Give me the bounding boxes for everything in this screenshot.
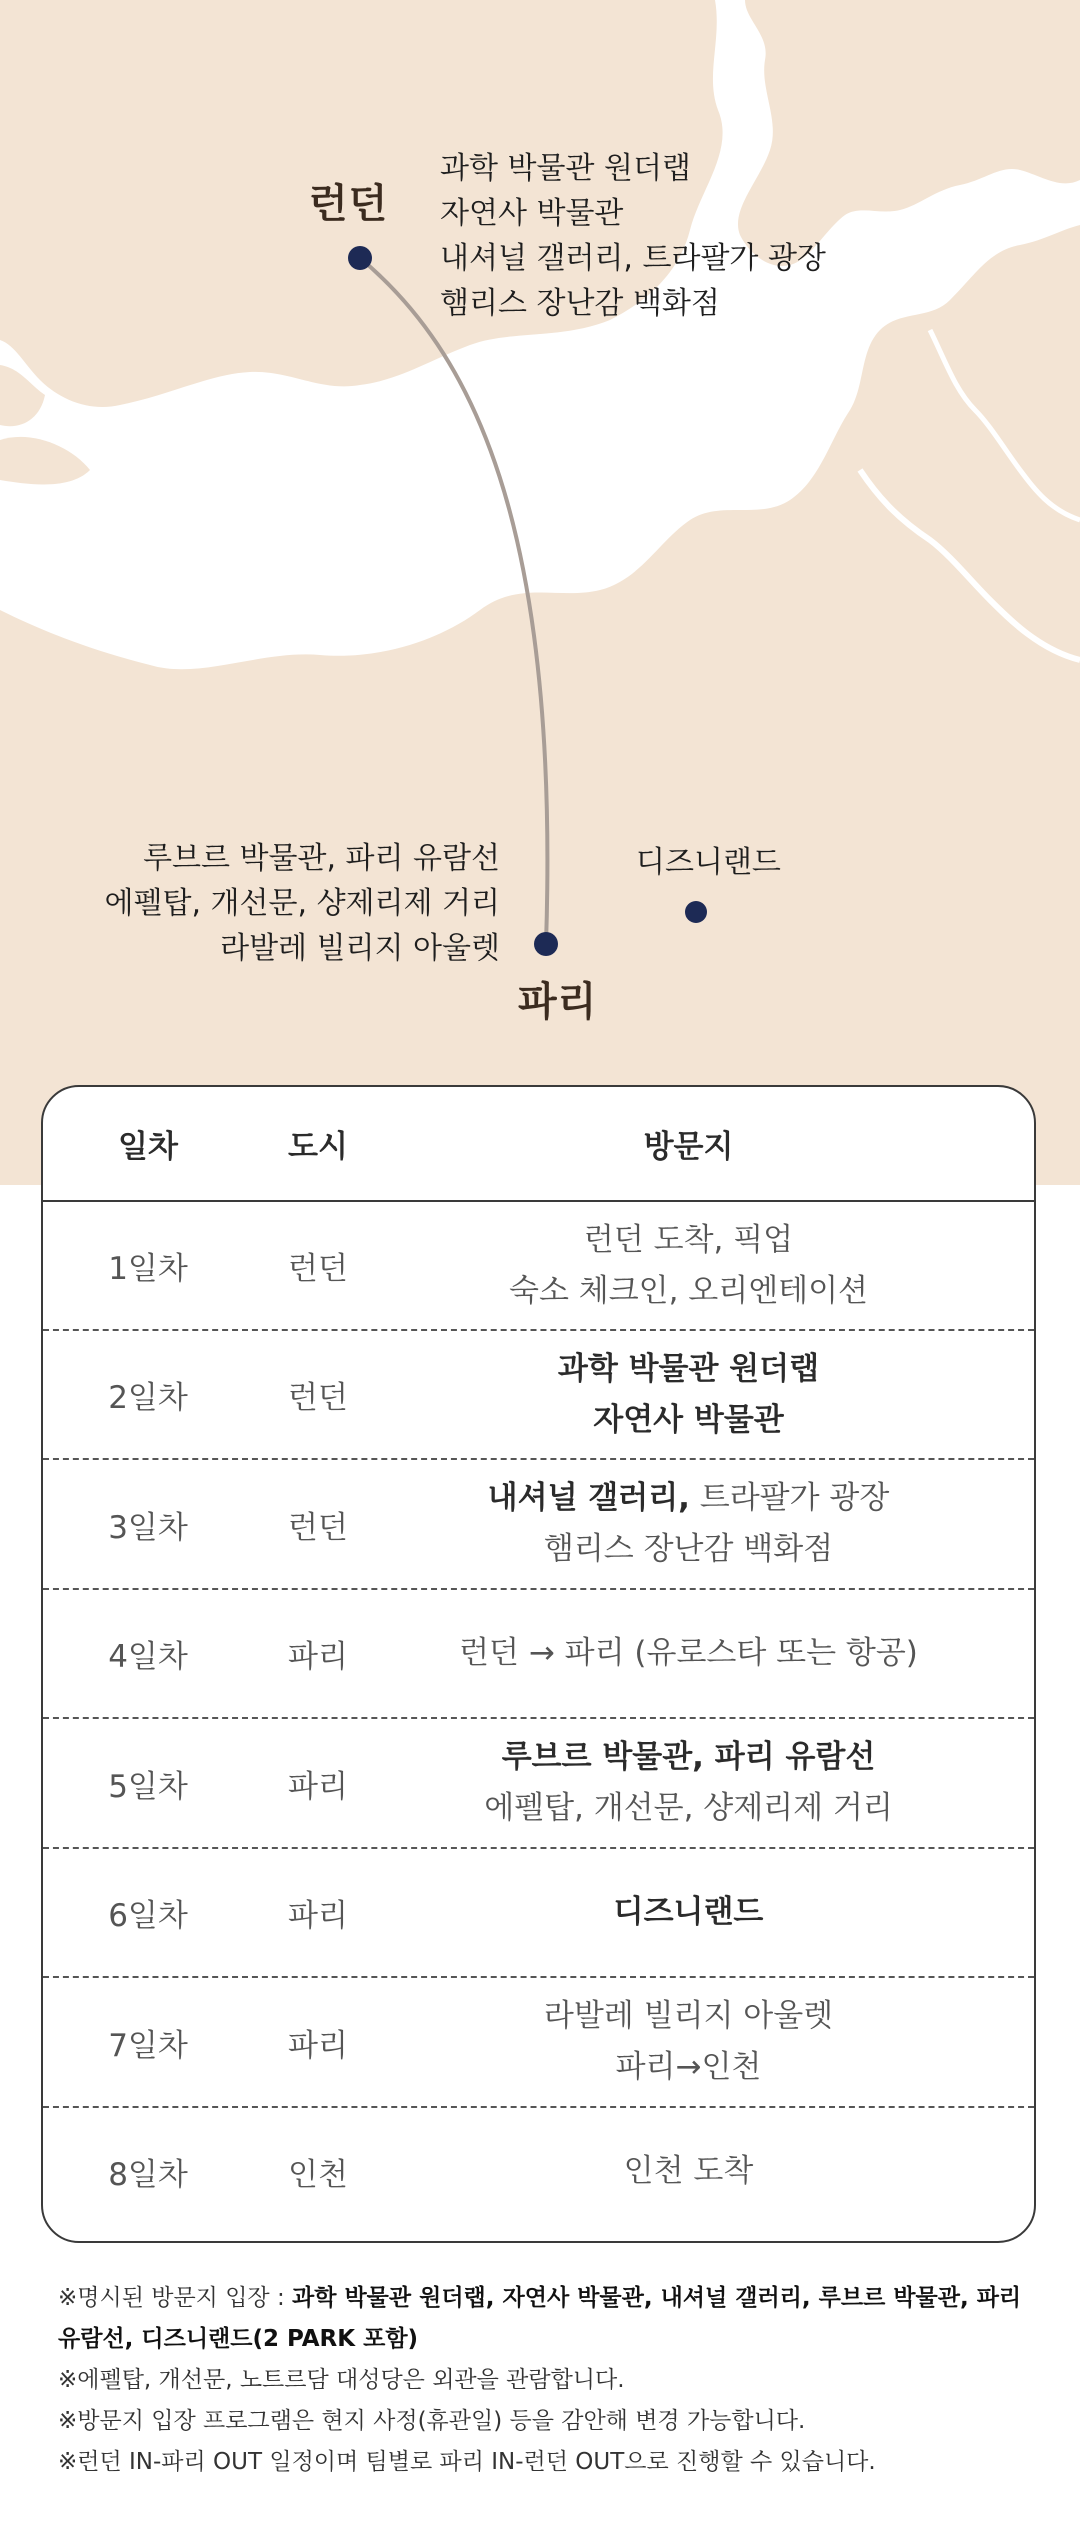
city-cell: 인천 <box>288 2157 348 2193</box>
place-text: 인천 도착 <box>623 2153 754 2189</box>
place-line <box>383 1783 994 1834</box>
london-place: 내셔널 갤러리, 트라팔가 광장 <box>440 241 826 276</box>
disneyland-label: 디즈니랜드 <box>636 845 781 880</box>
place-line <box>383 2042 994 2093</box>
city-cell: 파리 <box>288 1768 348 1805</box>
table-body <box>43 1202 1034 2235</box>
city-cell: 파리 <box>288 1898 348 1934</box>
london-place: 자연사 박물관 <box>440 196 624 231</box>
places-cell <box>383 1628 1034 1679</box>
city-cell: 런던 <box>288 1251 348 1287</box>
day-cell: 4일차 <box>108 1639 188 1675</box>
london-dot <box>348 246 372 270</box>
place-line <box>383 1395 994 1446</box>
place-line <box>383 1215 994 1266</box>
note-item <box>58 2278 1038 2360</box>
note-item <box>58 2442 1038 2483</box>
table-row <box>43 1849 1034 1978</box>
day-cell: 8일차 <box>108 2157 188 2193</box>
place-highlight: 과학 박물관 원더랩 <box>557 1350 820 1387</box>
place-highlight: 자연사 박물관 <box>593 1401 784 1438</box>
note-text: ※방문지 입장 프로그램은 현지 사정(휴관일) 등을 감안해 변경 가능합니다. <box>58 2408 806 2434</box>
city-cell: 파리 <box>288 1639 348 1675</box>
table-row <box>43 1331 1034 1460</box>
places-cell <box>383 1473 1034 1575</box>
table-row <box>43 2108 1034 2235</box>
place-line <box>383 1524 994 1575</box>
paris-place: 라발레 빌리지 아울렛 <box>220 931 500 966</box>
paris-place: 루브르 박물관, 파리 유람선 <box>143 841 500 876</box>
places-cell <box>383 1991 1034 2093</box>
place-line <box>383 1887 994 1938</box>
day-cell: 5일차 <box>108 1768 188 1805</box>
place-highlight: 디즈니랜드 <box>613 1894 764 1930</box>
place-line <box>383 1473 994 1524</box>
place-text: 런던 도착, 픽업 <box>583 1221 794 1258</box>
paris-places <box>60 836 500 971</box>
notes <box>58 2278 1038 2483</box>
note-highlight: 과학 박물관 원더랩, 자연사 박물관, 내셔널 갤러리, 루브르 박물관, 파리 유람선, 디즈니랜드(2 PARK 포함) <box>58 2285 1022 2352</box>
place-text: 파리→인천 <box>615 2049 762 2085</box>
place-text: 햄리스 장난감 백화점 <box>543 1531 834 1567</box>
places-cell <box>383 1732 1034 1834</box>
place-line <box>383 1628 994 1679</box>
day-cell: 7일차 <box>108 2027 188 2064</box>
place-line <box>383 1266 994 1317</box>
note-item <box>58 2360 1038 2401</box>
table-row <box>43 1978 1034 2108</box>
table-row <box>43 1719 1034 1849</box>
day-cell: 2일차 <box>108 1380 188 1416</box>
place-text: 에펠탑, 개선문, 샹제리제 거리 <box>484 1790 893 1826</box>
place-line <box>383 1991 994 2042</box>
london-place: 햄리스 장난감 백화점 <box>440 286 720 321</box>
place-line <box>383 1732 994 1783</box>
header-places: 방문지 <box>643 1129 734 1165</box>
day-cell: 1일차 <box>108 1251 188 1287</box>
place-highlight: 루브르 박물관, 파리 유람선 <box>501 1739 876 1775</box>
header-day: 일차 <box>118 1129 178 1165</box>
paris-dot <box>534 932 558 956</box>
note-item <box>58 2401 1038 2442</box>
place-text: 라발레 빌리지 아울렛 <box>543 1998 834 2034</box>
places-cell <box>383 1887 1034 1938</box>
disneyland-dot <box>685 901 707 923</box>
route-map <box>0 0 1080 1185</box>
place-line <box>383 1344 994 1395</box>
city-cell: 런던 <box>288 1380 348 1416</box>
schedule-table <box>41 1085 1036 2243</box>
place-line <box>383 2146 994 2197</box>
place-text: 런던 → 파리 (유로스타 또는 항공) <box>459 1635 918 1671</box>
city-cell: 파리 <box>288 2027 348 2064</box>
table-row <box>43 1202 1034 1331</box>
note-text: ※런던 IN-파리 OUT 일정이며 팀별로 파리 IN-런던 OUT으로 진행할 수 있습니다. <box>58 2449 876 2475</box>
paris-place: 에펠탑, 개선문, 샹제리제 거리 <box>104 886 500 921</box>
header-city: 도시 <box>288 1129 348 1165</box>
city-cell: 런던 <box>288 1509 348 1546</box>
table-header <box>43 1087 1034 1202</box>
places-cell <box>383 2146 1034 2197</box>
london-places <box>440 146 826 326</box>
place-text: 트라팔가 광장 <box>689 1480 890 1516</box>
day-cell: 3일차 <box>108 1509 188 1546</box>
note-text: ※명시된 방문지 입장 : <box>58 2285 293 2311</box>
london-label: 런던 <box>309 181 389 227</box>
table-row <box>43 1460 1034 1590</box>
london-place: 과학 박물관 원더랩 <box>440 151 691 186</box>
paris-label: 파리 <box>518 979 598 1025</box>
place-highlight: 내셔널 갤러리, <box>487 1480 690 1516</box>
note-text: ※에펠탑, 개선문, 노트르담 대성당은 외관을 관람합니다. <box>58 2367 625 2393</box>
places-cell <box>383 1344 1034 1446</box>
day-cell: 6일차 <box>108 1898 188 1934</box>
places-cell <box>383 1215 1034 1317</box>
place-text: 숙소 체크인, 오리엔테이션 <box>509 1272 868 1309</box>
table-row <box>43 1590 1034 1719</box>
